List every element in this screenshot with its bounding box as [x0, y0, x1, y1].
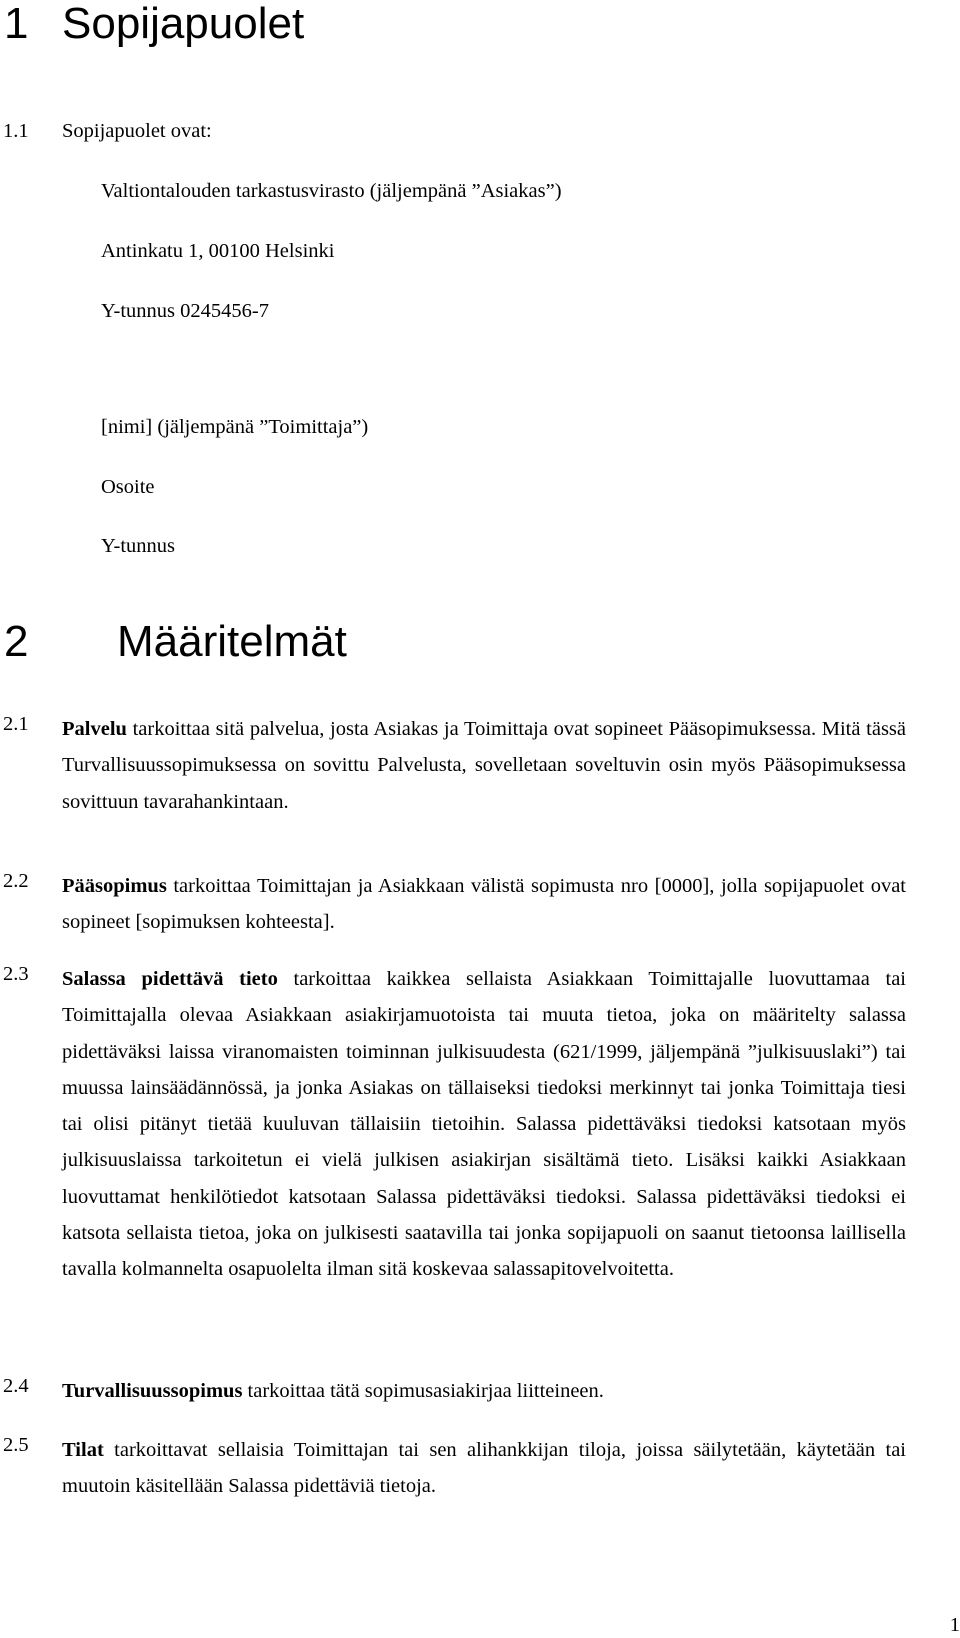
definition-number: 2.1 [3, 713, 29, 735]
definition-paragraph [62, 961, 906, 1288]
subsection-1-1-label: Sopijapuolet ovat: [62, 120, 212, 142]
definition-text: tarkoittaa tätä sopimusasiakirjaa liitteineen. [242, 1380, 604, 1402]
definition-paragraph [62, 868, 906, 941]
section-1-number: 1 [4, 0, 29, 48]
party2-line2: Osoite [101, 476, 155, 498]
definition-term: Palvelu [62, 718, 127, 740]
definition-text: tarkoittaa sitä palvelua, josta Asiakas ja Toimittaja ovat sopineet Pääsopimuksessa. Mitä tässä Turvallisuussopimuksessa on sovittu Palvelusta, sovelletaan soveltuvin osin myös Pääsopimuksessa sovittuun tavarahankintaan. [62, 718, 906, 813]
definition-text: tarkoittavat sellaisia Toimittajan tai sen alihankkijan tiloja, joissa säilytetään, käytetään tai muutoin käsitellään Salassa pidettäviä tietoja. [62, 1439, 906, 1498]
definition-number: 2.3 [3, 963, 29, 985]
definition-paragraph [62, 1373, 906, 1409]
definition-paragraph [62, 711, 906, 820]
party1-line3: Y-tunnus 0245456-7 [101, 300, 269, 322]
definition-number: 2.2 [3, 870, 29, 892]
definition-text: tarkoittaa Toimittajan ja Asiakkaan välistä sopimusta nro [0000], jolla sopijapuolet ovat sopineet [sopimuksen kohteesta]. [62, 875, 906, 934]
section-1-title: Sopijapuolet [62, 0, 305, 48]
section-1-heading [0, 0, 304, 48]
definition-term: Salassa pidettävä tieto [62, 968, 278, 990]
definition-paragraph [62, 1432, 906, 1505]
definition-term: Pääsopimus [62, 875, 167, 897]
section-2-heading [0, 618, 347, 666]
definition-text: tarkoittaa kaikkea sellaista Asiakkaan Toimittajalle luovuttamaa tai Toimittajalla olevaa Asiakkaan asiakirjamuotoista tai muuta tietoa, joka on määritelty salassa pidettäväksi laissa viranomaisten toiminnan julkisuudesta (621/1999, jäljempänä ”julkisuuslaki”) tai muussa lainsäädännössä, ja jonka Asiakas on tällaiseksi tiedoksi merkinnyt tai jonka Toimittaja tiesi tai olisi pitänyt tietää kuuluvan tällaisiin tietoihin. Salassa pidettäväksi tiedoksi katsotaan myös julkisuuslaissa tarkoitetun ei vielä julkisen asiakirjan sisältämä tieto. Lisäksi kaikki Asiakkaan luovuttamat henkilötiedot katsotaan Salassa pidettäväksi tiedoksi. Salassa pidettäväksi tiedoksi ei katsota sellaista tietoa, joka on julkisesti saatavilla tai jonka sopijapuoli on saanut tietoonsa laillisella tavalla kolmannelta osapuolelta ilman sitä koskevaa salassapitovelvoitetta. [62, 968, 906, 1281]
party2-line1: [nimi] (jäljempänä ”Toimittaja”) [101, 416, 369, 438]
page-number: 1 [949, 1614, 960, 1636]
definition-term: Turvallisuussopimus [62, 1380, 243, 1402]
party1-line2: Antinkatu 1, 00100 Helsinki [101, 240, 335, 262]
definition-number: 2.4 [3, 1375, 29, 1397]
definition-term: Tilat [62, 1439, 104, 1461]
definition-number: 2.5 [3, 1434, 29, 1456]
section-2-number: 2 [4, 617, 29, 666]
subsection-1-1-number: 1.1 [3, 120, 29, 142]
section-2-title: Määritelmät [117, 617, 347, 666]
party2-line3: Y-tunnus [101, 535, 176, 557]
party1-line1: Valtiontalouden tarkastusvirasto (jäljempänä ”Asiakas”) [101, 180, 562, 202]
